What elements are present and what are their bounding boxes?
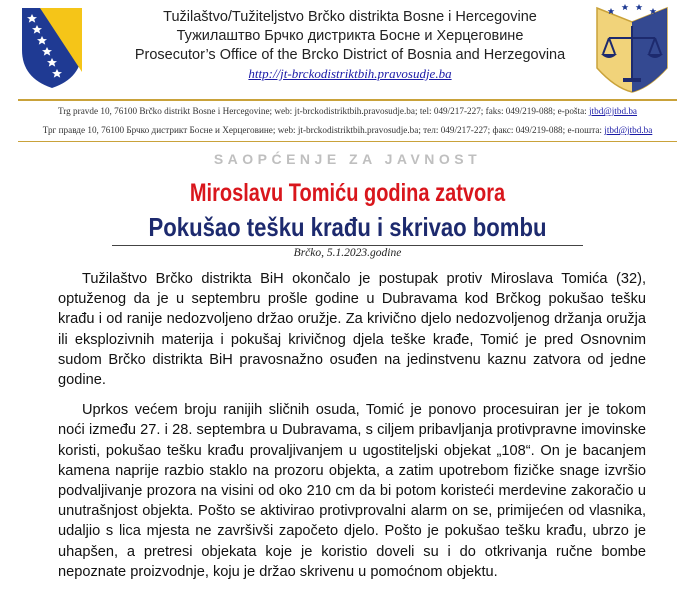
article-body bbox=[58, 269, 646, 592]
office-name-cyrillic: Тужилаштво Брчко дистрикта Босне и Херцеговине bbox=[176, 28, 524, 44]
address-latin-text: Trg pravde 10, 76100 Brčko distrikt Bosne i Hercegovine; web: jt-brckodistriktbih.pravosudje.ba; tel: 049/217-227; faks: 049/219-088; e-pošta: bbox=[57, 106, 587, 116]
header-rule bbox=[18, 99, 677, 101]
address-rule bbox=[18, 141, 677, 142]
address-line-cyrillic bbox=[24, 125, 671, 135]
address-cyrillic-text: Трг правде 10, 76100 Брчко дистрикт Босне и Херцеговине; web: jt-brckodistriktbih.pravosudje.ba; тел: 049/217-227; факс: 049/219-088; е-пошта: bbox=[42, 125, 602, 135]
address-line-latin bbox=[24, 106, 671, 116]
office-header bbox=[100, 8, 600, 83]
office-name-latin: Tužilaštvo/Tužiteljstvo Brčko distrikta Bosne i Hercegovine bbox=[163, 9, 537, 25]
office-website-link[interactable]: http://jt-brckodistriktbih.pravosudje.ba bbox=[248, 66, 452, 81]
title-divider bbox=[112, 245, 583, 246]
dateline: Brčko, 5.1.2023.godine bbox=[293, 247, 402, 259]
office-name-english: Prosecutor’s Office of the Brcko District of Bosnia and Herzegovina bbox=[134, 47, 566, 63]
bih-coat-of-arms-icon bbox=[20, 6, 84, 90]
scales-of-justice-icon bbox=[587, 2, 677, 94]
article-paragraph: Uprkos većem broju ranijih sličnih osuda, Tomić je ponovo procesuiran jer je tokom noći između 27. i 28. septembra u Dubravama, s ciljem pribavljanja protivpravne imovinske koristi, pokušao tešku krađu provaljivanjem u ugostiteljski objekat „108“. On je bacanjem kamena naprije razbio staklo na prozoru objekta, a zatim upotrebom fizičke snage izvršio podvaljivanje prozora na visini od oko 210 cm da bi potom koristeći merdevine zakoračio u unutrašnjost objekta. Pošto se aktivirao protivprovalni alarm on se, primijećen od vlasnika, udaljio s lica mjesta ne završivši započeto djelo. Pošto je pokušao tešku krađu, ubrzo je uhapšen, a pretresi objekata koje je koristio doveli su i do otkrivanja ručne bombe nepoznate proizvodnje, koju je držao skrivenu u pomoćnom objektu. bbox=[58, 402, 646, 580]
email-link-latin[interactable]: jtbd@jtbd.ba bbox=[589, 106, 638, 116]
headline: Miroslavu Tomiću godina zatvora bbox=[189, 179, 506, 207]
article-paragraph: Tužilaštvo Brčko distrikta BiH okončalo je postupak protiv Miroslava Tomića (32), optuženog da je u septembru prošle godine u Dubravama kod Brčkog pokušao tešku krađu i od ranije nedozvoljeno držao oružje. Za krivično djelo nedozvoljenog držanja oružja ili eksplozivnih materija i pokušaj krivičnog djela teške krađe, Tomić je pred Osnovnim sudom Brčko distrikta BiH pravosnažno osuđen na jedinstvenu kaznu zatvora od jedne godine. bbox=[58, 271, 646, 389]
email-link-cyrillic[interactable]: jtbd@jtbd.ba bbox=[604, 125, 653, 135]
press-release-label: SAOPĆENJE ZA JAVNOST bbox=[213, 151, 482, 167]
subheadline: Pokušao tešku krađu i skrivao bombu bbox=[148, 212, 547, 242]
